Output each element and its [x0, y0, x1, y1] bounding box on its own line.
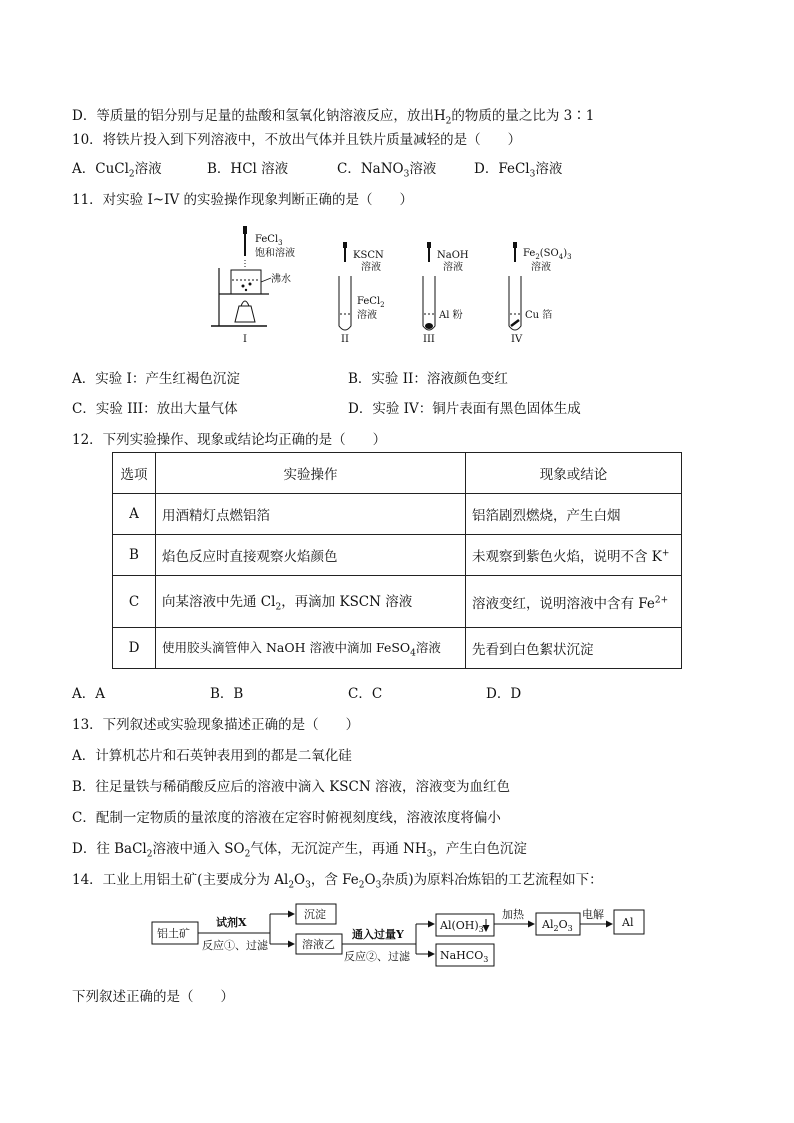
- q13-option-b: B．往足量铁与稀硝酸反应后的溶液中滴入 KSCN 溶液，溶液变为血红色: [72, 779, 510, 795]
- label-iii: III: [423, 334, 435, 345]
- al-label: Al: [622, 916, 634, 929]
- row-operation: 用酒精灯点燃铝箔: [156, 494, 466, 535]
- table-header-row: [113, 453, 682, 494]
- table-row: [113, 535, 682, 576]
- label-iv: IV: [511, 334, 523, 345]
- header-operation: 实验操作: [156, 453, 466, 494]
- table-row: [113, 628, 682, 669]
- saturated-solution-label: 饱和溶液: [255, 248, 295, 259]
- kscn-solution-label: 溶液: [361, 262, 381, 273]
- row-result: 先看到白色絮状沉淀: [466, 628, 682, 669]
- q13-stem: 13．下列叙述或实验现象描述正确的是（ ）: [72, 717, 360, 733]
- naoh-label: NaOH: [437, 250, 469, 261]
- label-ii: II: [341, 334, 349, 345]
- q11-stem: 11．对实验 I~IV 的实验操作现象判断正确的是（ ）: [72, 192, 413, 208]
- q14-stem: 14．工业上用铝土矿(主要成分为 $Al_2O_3$，含 $Fe_2O_3$杂质)为原料冶炼铝的工艺流程如下：: [72, 872, 603, 891]
- row-operation: 焰色反应时直接观察火焰颜色: [156, 535, 466, 576]
- q13-option-c: C．配制一定物质的量浓度的溶液在定容时俯视刻度线，溶液浓度将偏小: [72, 810, 501, 826]
- q11-option-a: A．实验 I：产生红褐色沉淀: [72, 371, 240, 387]
- solution-b-label: 溶液乙: [302, 938, 335, 951]
- q13-option-a: A．计算机芯片和石英钟表用到的都是二氧化硅: [72, 748, 352, 764]
- aloh3-label: $Al(OH)_3$: [440, 919, 484, 934]
- q11-option-c: C．实验 III：放出大量气体: [72, 401, 238, 417]
- nahco3-label: NaHCO$_3$: [440, 949, 489, 964]
- kscn-label: KSCN: [353, 250, 384, 261]
- q12-option-d: D．D: [486, 686, 522, 702]
- reaction1-label: 反应①、过滤: [202, 939, 268, 952]
- reaction2-label: 反应②、过滤: [344, 950, 410, 963]
- q11-option-b: B．实验 II：溶液颜色变红: [348, 371, 508, 387]
- heat-label: 加热: [502, 908, 524, 921]
- table-row: [113, 494, 682, 535]
- fe2so43-solution-label: 溶液: [531, 262, 551, 273]
- q10-option-d: D．FeCl$_3$溶液: [474, 161, 563, 180]
- q11-experiment-figure: [205, 222, 585, 354]
- cu-foil-label: Cu 箔: [525, 310, 553, 321]
- reagent-x-label: 试剂X: [216, 916, 247, 929]
- experiment-iii-tube: [423, 242, 435, 330]
- header-option: 选项: [113, 453, 156, 494]
- boiling-water-label: 沸水: [271, 274, 291, 285]
- q9-option-d: D．等质量的铝分别与足量的盐酸和氢氧化钠溶液反应，放出$H_2$的物质的量之比为 3∶1: [72, 108, 595, 127]
- q10-stem: 10．将铁片投入到下列溶液中，不放出气体并且铁片质量减轻的是（ ）: [72, 132, 522, 148]
- table-row: [113, 576, 682, 628]
- q10-option-c: C．NaNO$_3$溶液: [337, 161, 437, 180]
- q12-stem: 12．下列实验操作、现象或结论均正确的是（ ）: [72, 432, 387, 448]
- q10-option-a: A．CuCl$_2$溶液: [72, 161, 162, 180]
- fecl2-solution-label: 溶液: [357, 310, 377, 321]
- row-result: 铝箔剧烈燃烧，产生白烟: [466, 494, 682, 535]
- row-operation: 使用胶头滴管伸入 NaOH 溶液中滴加 FeSO$_4$溶液: [156, 628, 466, 669]
- naoh-solution-label: 溶液: [443, 262, 463, 273]
- q12-option-c: C．C: [348, 686, 383, 702]
- q12-option-a: A．A: [72, 686, 105, 702]
- ore-label: 铝土矿: [157, 927, 190, 940]
- experiment-iv-tube: [509, 242, 521, 330]
- q13-option-d: D．往 BaCl$_2$溶液中通入 $SO_2$气体，无沉淀产生，再通 $NH_3$，产生白色沉淀: [72, 841, 527, 860]
- row-result: 溶液变红，说明溶液中含有 $Fe^{2+}$: [466, 576, 682, 628]
- al2o3-label: $Al_2O_3$: [542, 918, 573, 933]
- label-i: I: [243, 334, 247, 345]
- electrolysis-label: 电解: [582, 908, 604, 921]
- q12-option-b: B．B: [210, 686, 244, 702]
- q10-option-b: B．HCl 溶液: [207, 161, 289, 177]
- q11-option-d: D．实验 IV：铜片表面有黑色固体生成: [348, 401, 581, 417]
- row-operation: 向某溶液中先通 $Cl_2$，再滴加 KSCN 溶液: [156, 576, 466, 628]
- al-powder-label: Al 粉: [439, 310, 463, 321]
- row-option: B: [113, 535, 156, 576]
- precipitate-label: 沉淀: [304, 908, 326, 921]
- experiment-ii-tube: [339, 242, 351, 330]
- row-option: C: [113, 576, 156, 628]
- fe2so43-label: $Fe_2(SO_4)_3$: [523, 248, 572, 261]
- row-result: 未观察到紫色火焰，说明不含 K+: [466, 535, 682, 576]
- fecl2-label: FeCl$_2$: [357, 296, 385, 309]
- q14-flowchart: [148, 900, 648, 976]
- row-option: A: [113, 494, 156, 535]
- row-option: D: [113, 628, 156, 669]
- fecl3-label: FeCl$_3$: [255, 234, 283, 247]
- q14-tail: 下列叙述正确的是（ ）: [72, 989, 234, 1005]
- q12-table: [112, 452, 682, 669]
- header-result: 现象或结论: [466, 453, 682, 494]
- excess-y-label: 通入过量Y: [352, 928, 404, 941]
